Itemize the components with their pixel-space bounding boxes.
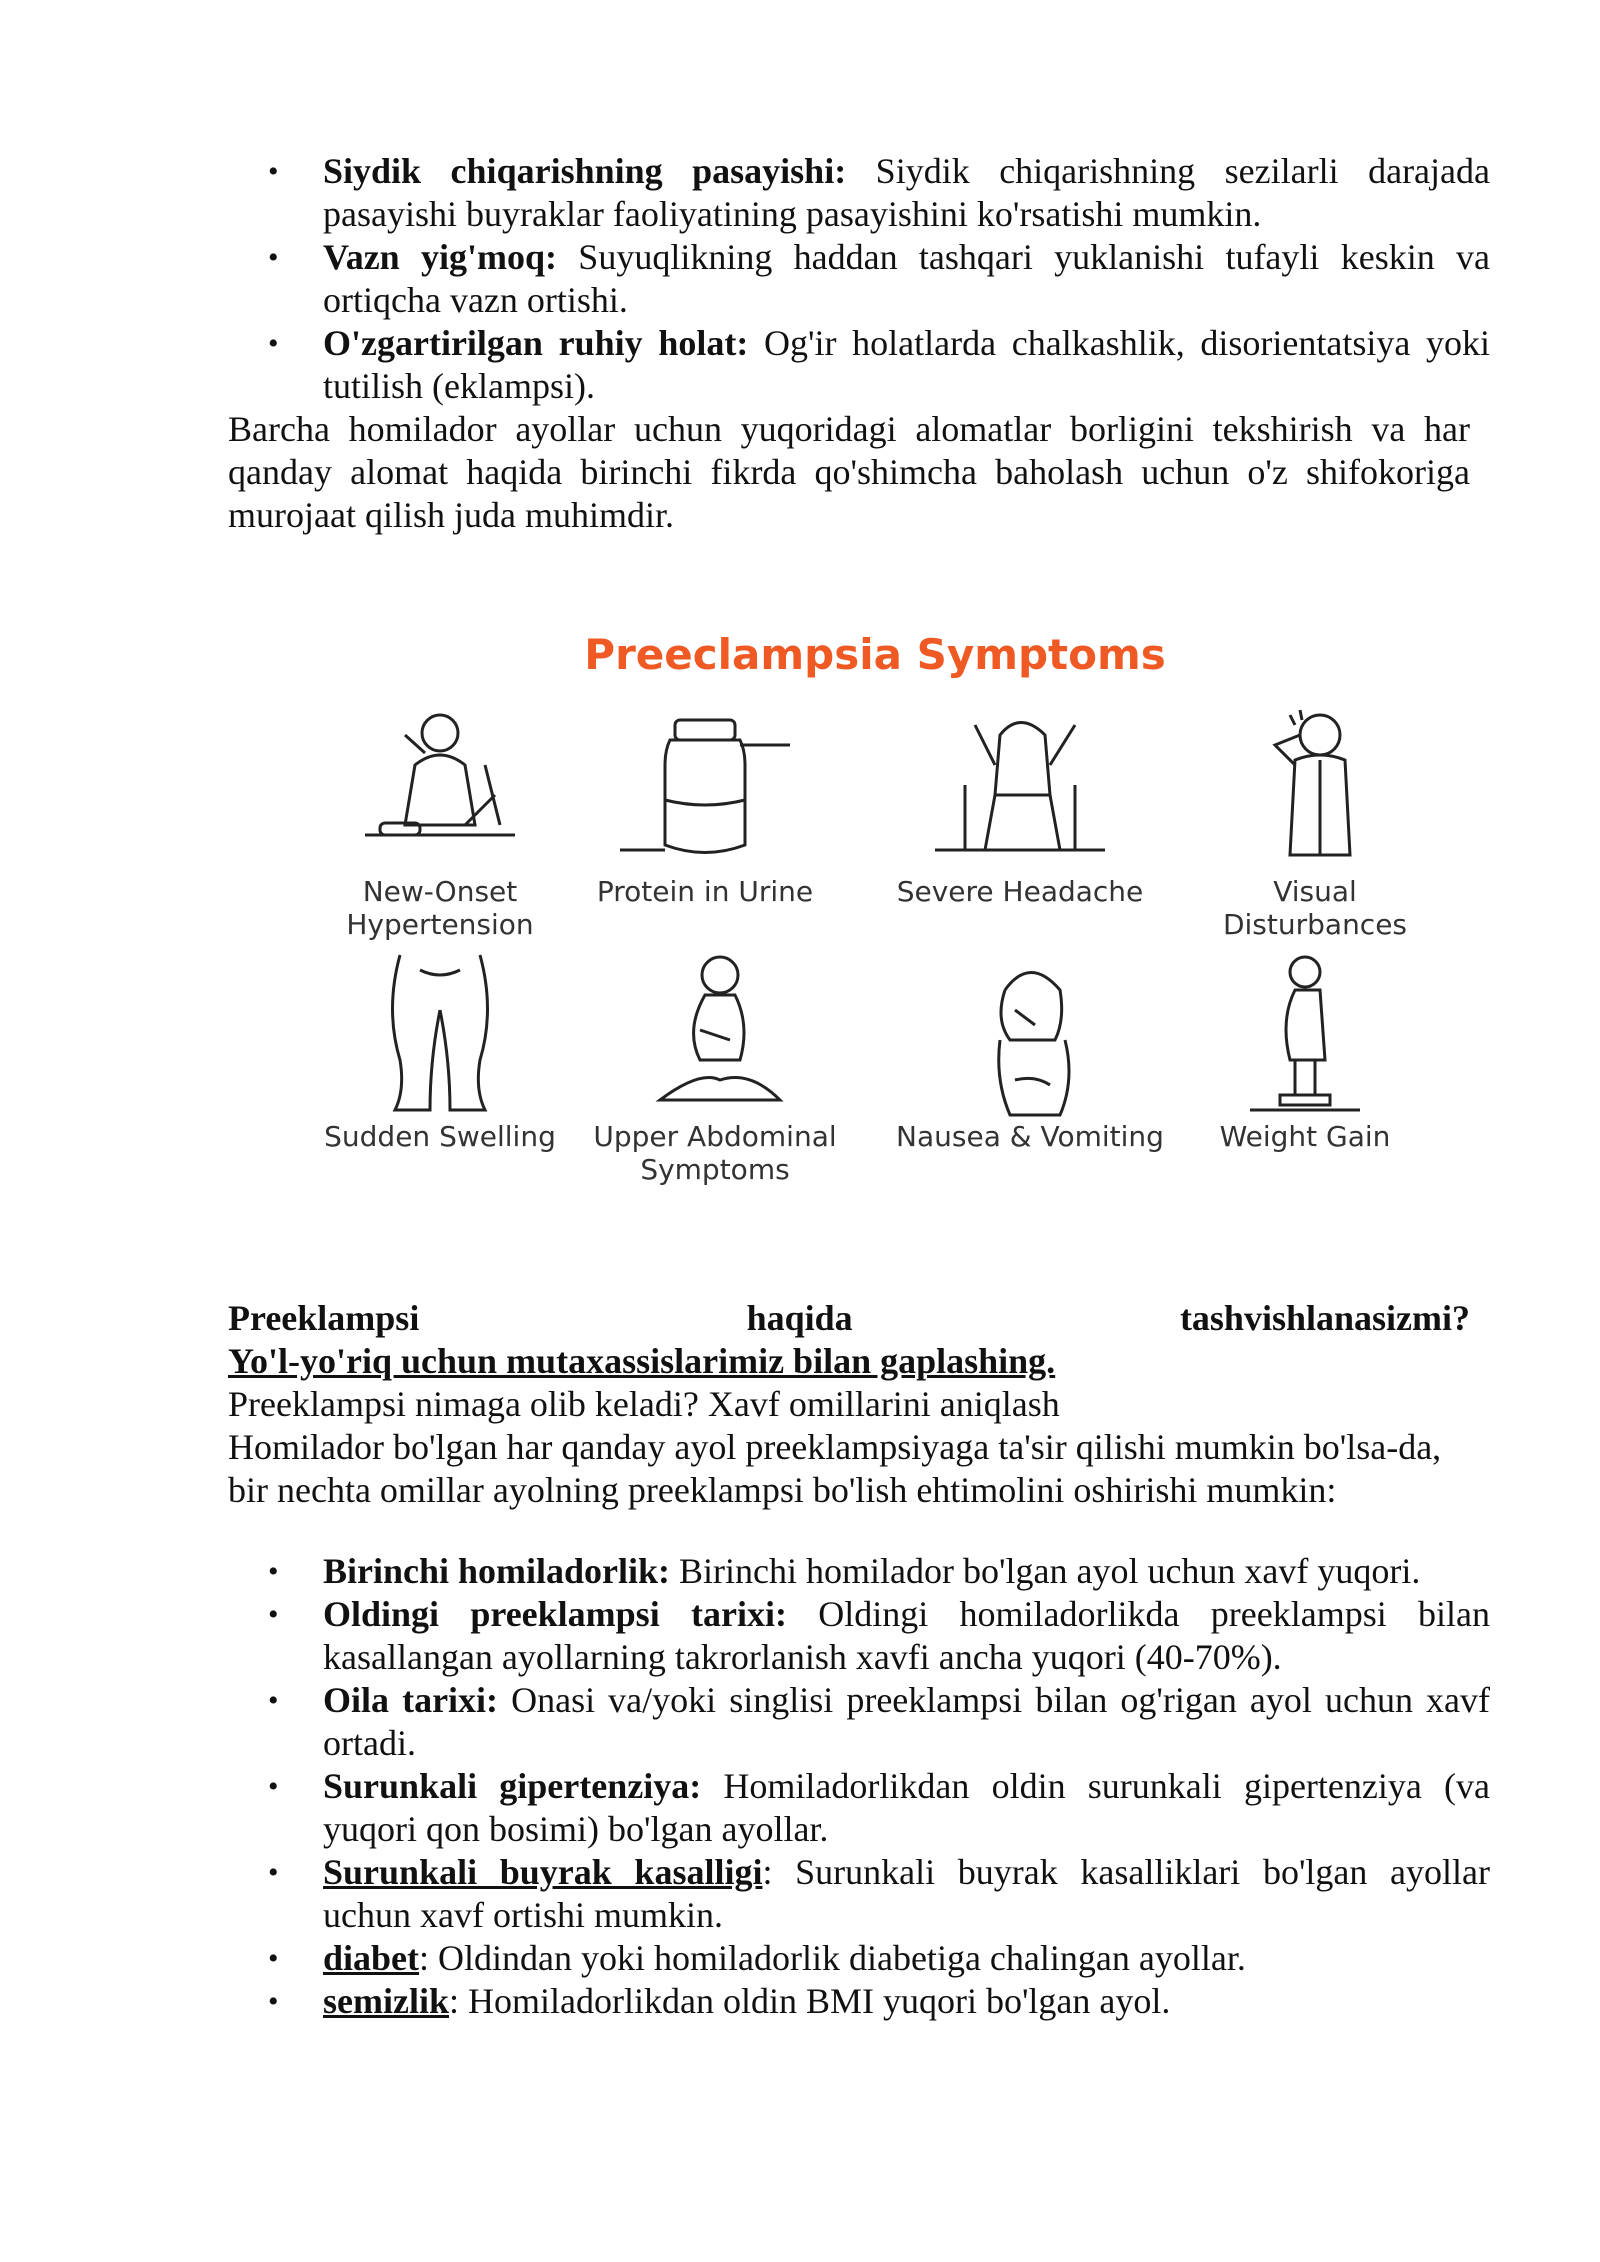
cta-word: tashvishlanasizmi? xyxy=(1179,1298,1470,1338)
bullet-icon: • xyxy=(268,1684,279,1717)
bullet-icon: • xyxy=(268,155,279,188)
figure-caption: Severe Headache xyxy=(896,875,1144,908)
list-term: Siydik chiqarishning pasayishi: xyxy=(323,151,847,191)
causes-section xyxy=(228,1297,1470,1512)
list-term: O'zgartirilgan ruhiy holat: xyxy=(323,323,749,363)
list-term-link[interactable]: Surunkali buyrak kasalligi xyxy=(323,1852,763,1892)
cta-word: haqida xyxy=(746,1298,853,1338)
list-term: Oldingi preeklampsi tarixi: xyxy=(323,1594,787,1634)
bullet-icon: • xyxy=(268,1770,279,1803)
figure-item-hypertension xyxy=(290,705,590,941)
figure-caption: Upper Abdominal xyxy=(593,1120,837,1153)
figure-caption: Symptoms xyxy=(640,1153,790,1186)
eye-rub-icon xyxy=(1220,705,1410,875)
advice-paragraph: Barcha homilador ayollar uchun yuqoridagi alomatlar borligini tekshirish va har qanday alomat haqida birinchi fikrda qo'shimcha baholash uchun o'z shifokoriga murojaat qilish juda muhimdir. xyxy=(228,409,1470,535)
figure-item-visual xyxy=(1165,705,1465,941)
list-text: Oldingi homiladorlikda preeklampsi bilan kasallangan ayollarning takrorlanish xavfi ancha yuqori (40-70%). xyxy=(323,1594,1490,1677)
scale-icon xyxy=(1210,950,1400,1120)
bullet-icon: • xyxy=(268,327,279,360)
list-item xyxy=(228,1679,1490,1765)
list-term-link[interactable]: diabet xyxy=(323,1938,420,1978)
causes-heading: Preeklampsi nimaga olib keladi? Xavf omillarini aniqlash xyxy=(228,1384,1060,1424)
blood-pressure-icon xyxy=(345,705,535,875)
list-item xyxy=(228,236,1490,322)
bullet-icon: • xyxy=(268,241,279,274)
list-item xyxy=(228,150,1490,236)
symptoms-figure xyxy=(290,620,1460,1220)
figure-item-headache xyxy=(870,705,1170,908)
list-text: Og'ir holatlarda chalkashlik, disorientatsiya yoki tutilish (eklampsi). xyxy=(323,323,1490,406)
list-text: Suyuqlikning haddan tashqari yuklanishi tufayli keskin va ortiqcha vazn ortishi. xyxy=(323,237,1490,320)
list-text: : Surunkali buyrak kasalliklari bo'lgan ayollar uchun xavf ortishi mumkin. xyxy=(323,1852,1491,1935)
figure-item-swelling xyxy=(290,950,590,1153)
list-text: Onasi va/yoki singlisi preeklampsi bilan og'rigan ayol uchun xavf ortadi. xyxy=(323,1680,1490,1763)
bullet-icon: • xyxy=(268,1598,279,1631)
figure-caption: Weight Gain xyxy=(1219,1120,1391,1153)
swollen-legs-icon xyxy=(345,950,535,1120)
headache-icon xyxy=(925,705,1115,875)
figure-caption: New-Onset xyxy=(362,875,518,908)
list-term-link[interactable]: semizlik xyxy=(323,1981,449,2021)
list-item xyxy=(228,1550,1490,1593)
bullet-icon: • xyxy=(268,1942,279,1975)
causes-intro: Homilador bo'lgan har qanday ayol preeklampsiyaga ta'sir qilishi mumkin bo'lsa-da, bir nechta omillar ayolning preeklampsi bo'lish ehtimolini oshirishi mumkin: xyxy=(228,1427,1442,1510)
list-term: Surunkali gipertenziya: xyxy=(323,1766,702,1806)
figure-item-protein xyxy=(555,705,855,908)
list-text: Birinchi homilador bo'lgan ayol uchun xavf yuqori. xyxy=(670,1551,1421,1591)
bullet-icon: • xyxy=(268,1985,279,2018)
list-term: Oila tarixi: xyxy=(323,1680,499,1720)
top-section xyxy=(228,150,1490,537)
figure-caption: Visual xyxy=(1273,875,1357,908)
list-text: Homiladorlikdan oldin surunkali gipertenziya (va yuqori qon bosimi) bo'lgan ayollar. xyxy=(323,1766,1491,1849)
list-term: Birinchi homiladorlik: xyxy=(323,1551,671,1591)
cta-link[interactable]: Yo'l-yo'riq uchun mutaxassislarimiz bilan gaplashing. xyxy=(228,1341,1056,1381)
list-item xyxy=(228,1765,1490,1851)
risk-factors-list xyxy=(228,1550,1490,2023)
figure-caption: Nausea & Vomiting xyxy=(896,1120,1164,1153)
bullet-icon: • xyxy=(268,1555,279,1588)
cta-word: Preeklampsi xyxy=(228,1298,420,1338)
bullet-icon: • xyxy=(268,1856,279,1889)
figure-item-abdominal xyxy=(565,950,865,1186)
figure-title: Preeclampsia Symptoms xyxy=(584,630,1166,679)
abdominal-pain-icon xyxy=(620,950,810,1120)
urine-jar-icon xyxy=(610,705,800,875)
symptoms-list xyxy=(228,150,1490,408)
list-item xyxy=(228,1593,1490,1679)
figure-item-weight xyxy=(1155,950,1455,1153)
list-item xyxy=(228,1851,1490,1937)
list-text: Siydik chiqarishning sezilarli darajada pasayishi buyraklar faoliyatining pasayishini ko'rsatishi mumkin. xyxy=(323,151,1490,234)
nausea-icon xyxy=(935,950,1125,1120)
list-text: : Homiladorlikdan oldin BMI yuqori bo'lgan ayol. xyxy=(448,1981,1171,2021)
list-item xyxy=(228,1937,1490,1980)
cta-heading xyxy=(228,1297,1470,1340)
list-term: Vazn yig'moq: xyxy=(323,237,557,277)
list-item xyxy=(228,1980,1490,2023)
list-text: : Oldindan yoki homiladorlik diabetiga chalingan ayollar. xyxy=(419,1938,1246,1978)
figure-caption: Hypertension xyxy=(346,908,534,941)
figure-caption: Protein in Urine xyxy=(596,875,814,908)
list-item xyxy=(228,322,1490,408)
figure-item-nausea xyxy=(880,950,1180,1153)
figure-caption: Disturbances xyxy=(1222,908,1408,941)
figure-caption: Sudden Swelling xyxy=(324,1120,556,1153)
